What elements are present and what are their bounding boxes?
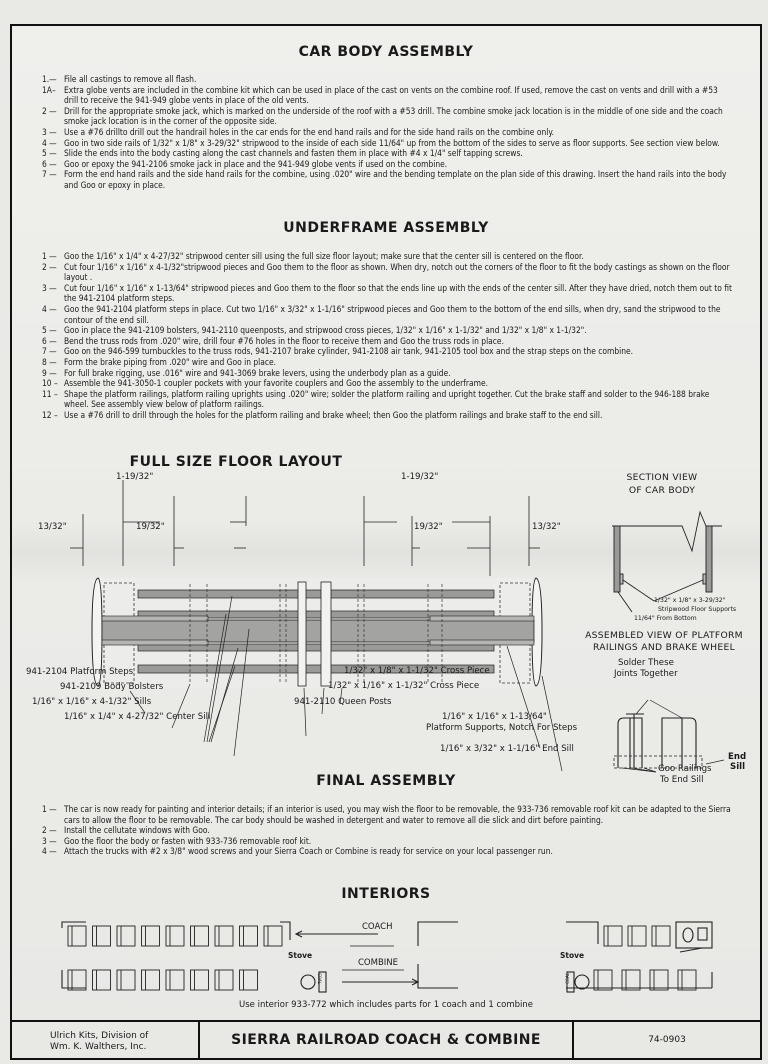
label-end-sill: 1/16" x 3/32" x 1-1/16" End Sill <box>440 744 574 754</box>
maker-cell <box>12 1022 200 1060</box>
step-number: 2 — <box>42 825 57 836</box>
step-number: 2 — <box>42 105 57 116</box>
seat <box>215 926 233 946</box>
step-number: 4 — <box>42 303 57 314</box>
step-text: Assemble the 941-3050-1 coupler pockets with your favorite couplers and Goo the assembly to the underframe. <box>64 378 488 389</box>
floor-layout-diagram <box>12 466 572 696</box>
seat <box>191 926 209 946</box>
section-from-bottom: 11/64" From Bottom <box>634 615 697 622</box>
end-sill-label-2: Sill <box>730 762 746 772</box>
solder-label-2: Joints Together <box>614 669 678 679</box>
seat <box>166 970 184 990</box>
interiors-title: INTERIORS <box>341 886 431 902</box>
step-item <box>42 283 732 304</box>
label-center-sill: 1/16" x 1/4" x 4-27/32" Center Sill <box>64 712 211 722</box>
railings-title-2: RAILINGS AND BRAKE WHEEL <box>592 642 735 653</box>
stove-label-left: Stove <box>288 951 313 960</box>
step-item <box>42 804 732 825</box>
goo-railings-label-1: Goo Railings <box>658 764 712 774</box>
step-text: Extra globe vents are included in the combine kit which can be used in place of the cast on vents on the combine roof. If used, remove the cast on vents and drill with a #53 drill to receive the 941-949 globe vents in place of the old vents. <box>64 84 718 106</box>
dim-left-end: 13/32" <box>38 522 67 532</box>
maker-line-2: Wm. K. Walthers, Inc. <box>50 1042 147 1052</box>
step-number: 1.— <box>42 74 57 84</box>
label-body-bolsters: 941-2109 Body Bolsters <box>60 682 164 692</box>
title-block <box>12 1020 760 1060</box>
step-text: Shape the platform railings, platform railing uprights using .020" wire; solder the platform railing and upright together. Cut the brake staff and solder to the 946-188 brake wheel. See assembly view below of platform railings. <box>64 388 710 410</box>
step-item <box>42 148 732 159</box>
seat <box>264 926 282 946</box>
coal-label-left: COAL <box>316 973 322 984</box>
step-number: 9 — <box>42 367 57 378</box>
step-number: 7 — <box>42 346 57 357</box>
step-item <box>42 127 732 138</box>
seat <box>622 970 640 990</box>
label-cross-piece-small: 1/32" x 1/16" x 1-1/32" Cross Piece <box>328 681 480 691</box>
step-number: 12 – <box>42 409 58 420</box>
step-number: 4 — <box>42 137 57 148</box>
floor-layout-title: FULL SIZE FLOOR LAYOUT <box>129 454 343 470</box>
step-number: 8 — <box>42 356 57 367</box>
step-item <box>42 106 732 127</box>
step-number: 6 — <box>42 158 57 169</box>
step-number: 1A– <box>42 84 56 95</box>
step-item <box>42 325 732 336</box>
seat <box>117 926 135 946</box>
step-text: Bend the truss rods from .020" wire, drill four #76 holes in the floor to receive them and Goo the truss rods in place. <box>64 335 504 346</box>
maker-line-1: Ulrich Kits, Division of <box>50 1031 149 1041</box>
step-number: 1 — <box>42 251 57 261</box>
seat <box>628 926 646 946</box>
seat <box>142 926 160 946</box>
step-text: Goo the 1/16" x 1/4" x 4-27/32" stripwood center sill using the full size floor layout; make sure that the center sill is centered on the floor. <box>64 251 584 261</box>
step-text: Form the brake piping from .020" wire and Goo in place. <box>64 356 277 367</box>
step-text: Use a #76 drill to drill through the holes for the platform railing and brake wheel; then Goo the platform railings and brake staff to the end sill. <box>64 409 603 420</box>
underframe-steps <box>42 251 732 421</box>
step-number: 3 — <box>42 835 57 846</box>
step-item <box>42 389 732 410</box>
seat <box>678 970 696 990</box>
section-view-title-1: SECTION VIEW <box>626 472 698 483</box>
seat <box>604 926 622 946</box>
instruction-sheet <box>10 24 762 1060</box>
final-steps <box>42 804 732 857</box>
seat <box>240 970 258 990</box>
step-number: 5 — <box>42 148 57 159</box>
step-number: 11 – <box>42 388 58 399</box>
dim-right-end: 13/32" <box>532 522 561 532</box>
step-number: 4 — <box>42 846 57 857</box>
step-item <box>42 825 732 836</box>
section-support-dim: 1/32" x 1/8" x 3-29/32" <box>654 597 726 604</box>
seat <box>240 926 258 946</box>
step-item <box>42 304 732 325</box>
coal-label-right: COAL <box>564 973 570 984</box>
seat <box>142 970 160 990</box>
seat <box>652 926 670 946</box>
interiors-note: Use interior 933-772 which includes parts for 1 coach and 1 combine <box>239 1000 533 1010</box>
step-text: Cut four 1/16" x 1/16" x 4-1/32"stripwood pieces and Goo them to the floor as shown. When dry, notch out the corners of the floor to fit the body castings as shown on the floor layout . <box>64 261 730 283</box>
step-item <box>42 346 732 357</box>
step-number: 1 — <box>42 804 57 814</box>
step-text: Install the cellutate windows with Goo. <box>64 825 210 836</box>
dim-left-short: 19/32" <box>136 522 165 532</box>
step-item <box>42 169 732 190</box>
step-text: Slide the ends into the body casting along the cast channels and fasten them in place with #4 x 1/4" self tapping screws. <box>64 148 523 159</box>
final-assembly-title: FINAL ASSEMBLY <box>316 773 456 789</box>
step-item <box>42 846 732 857</box>
step-item <box>42 262 732 283</box>
seat <box>166 926 184 946</box>
step-text: Goo the floor the body or fasten with 933-736 removable roof kit. <box>64 835 312 846</box>
railings-title-1: ASSEMBLED VIEW OF PLATFORM <box>585 630 743 641</box>
part-number: 74-0903 <box>648 1035 686 1045</box>
step-number: 5 — <box>42 325 57 336</box>
coach-label: COACH <box>362 922 393 932</box>
step-item <box>42 85 732 106</box>
step-text: Goo in two side rails of 1/32" x 1/8" x 3-29/32" stripwood to the inside of each side 11/64" up from the bottom of the sides to serve as floor supports. See section view below. <box>64 137 720 148</box>
section-view-title-2: OF CAR BODY <box>628 485 696 496</box>
step-text: Drill for the appropriate smoke jack, which is marked on the underside of the roof with a #53 drill. The combine smoke jack location is in the middle of one side and the coach smoke jack location is in the corner of the opposite side. <box>64 105 723 127</box>
step-text: Form the end hand rails and the side hand rails for the combine, using .020" wire and the bending template on the plan side of this drawing. Insert the hand rails into the body and Goo or epoxy in place. <box>64 169 727 190</box>
step-item <box>42 368 732 379</box>
label-platform-steps: 941-2104 Platform Steps <box>26 667 134 677</box>
car-body-assembly-title: CAR BODY ASSEMBLY <box>298 44 474 60</box>
step-number: 7 — <box>42 169 57 180</box>
label-sills: 1/16" x 1/16" x 4-1/32" Sills <box>32 697 152 707</box>
step-item <box>42 357 732 368</box>
dim-right-long: 1-19/32" <box>401 472 439 482</box>
end-sill-label-1: End <box>728 752 747 762</box>
step-text: The car is now ready for painting and interior details; if an interior is used, you may wish the floor to be removable, the 933-736 removable roof kit can be adapted to the Sierra cars to allow the floor to be removable. The car body should be washed in detergent and water to remove all die slick and dirt before painting. <box>64 804 731 825</box>
step-number: 6 — <box>42 335 57 346</box>
seat <box>594 970 612 990</box>
step-text: Use a #76 drillto drill out the handrail holes in the car ends for the end hand rails and for the side hand rails on the combine only. <box>64 126 554 137</box>
step-item <box>42 138 732 149</box>
car-body-steps <box>42 74 732 191</box>
label-platform-supports-note: Platform Supports, Notch For Steps <box>426 723 578 733</box>
stove-label-right: Stove <box>560 951 585 960</box>
seat <box>68 970 86 990</box>
seat <box>68 926 86 946</box>
step-number: 10 – <box>42 378 58 389</box>
step-number: 2 — <box>42 261 57 272</box>
step-text: Cut four 1/16" x 1/16" x 1-13/64" stripwood pieces and Goo them to the floor so that the ends line up with the ends of the center sill. After they have dried, notch them out to fit the 941-2104 platform steps. <box>64 282 732 304</box>
step-text: Goo in place the 941-2109 bolsters, 941-2110 queenposts, and stripwood cross pieces, 1/32" x 1/16" x 1-1/32" and 1/32" x 1/8" x 1-1/32". <box>64 325 587 336</box>
step-item <box>42 836 732 847</box>
seat <box>117 970 135 990</box>
step-item <box>42 159 732 170</box>
step-item <box>42 336 732 347</box>
seat <box>215 970 233 990</box>
dim-right-short: 19/32" <box>414 522 443 532</box>
step-text: Attach the trucks with #2 x 3/8" wood screws and your Sierra Coach or Combine is ready for service on your local passenger run. <box>64 846 553 857</box>
step-item <box>42 74 732 85</box>
seat <box>93 926 111 946</box>
solder-label-1: Solder These <box>618 658 674 668</box>
dim-left-long: 1-19/32" <box>116 472 154 482</box>
label-platform-supports-dim: 1/16" x 1/16" x 1-13/64" <box>442 712 547 722</box>
step-text: File all castings to remove all flash. <box>64 74 197 84</box>
step-text: Goo on the 946-599 turnbuckles to the truss rods, 941-2107 brake cylinder, 941-2108 air tank, 941-2105 tool box and the strap steps on the combine. <box>64 346 634 357</box>
step-item <box>42 410 732 421</box>
seat <box>93 970 111 990</box>
label-queen-posts: 941-2110 Queen Posts <box>294 697 392 707</box>
step-number: 3 — <box>42 282 57 293</box>
goo-railings-label-2: To End Sill <box>660 775 704 785</box>
step-number: 3 — <box>42 126 57 137</box>
underframe-assembly-title: UNDERFRAME ASSEMBLY <box>283 220 489 236</box>
step-text: Goo or epoxy the 941-2106 smoke jack in place and the 941-949 globe vents if used on the combine. <box>64 158 448 169</box>
kit-title: SIERRA RAILROAD COACH & COMBINE <box>200 1022 574 1060</box>
step-text: For full brake rigging, use .016" wire and 941-3069 brake levers, using the underbody plan as a guide. <box>64 367 451 378</box>
combine-label: COMBINE <box>358 958 399 968</box>
step-text: Goo the 941-2104 platform steps in place. Cut two 1/16" x 3/32" x 1-1/16" stripwood pieces and Goo them to the bottom of the end sills, when dry, sand the stripwood to the contour of the end sill. <box>64 303 721 325</box>
step-item <box>42 251 732 262</box>
seat <box>650 970 668 990</box>
seat <box>191 970 209 990</box>
label-cross-piece-large: 1/32" x 1/8" x 1-1/32" Cross Piece <box>344 666 490 676</box>
step-item <box>42 378 732 389</box>
section-support-label: Stripwood Floor Supports <box>658 606 737 613</box>
